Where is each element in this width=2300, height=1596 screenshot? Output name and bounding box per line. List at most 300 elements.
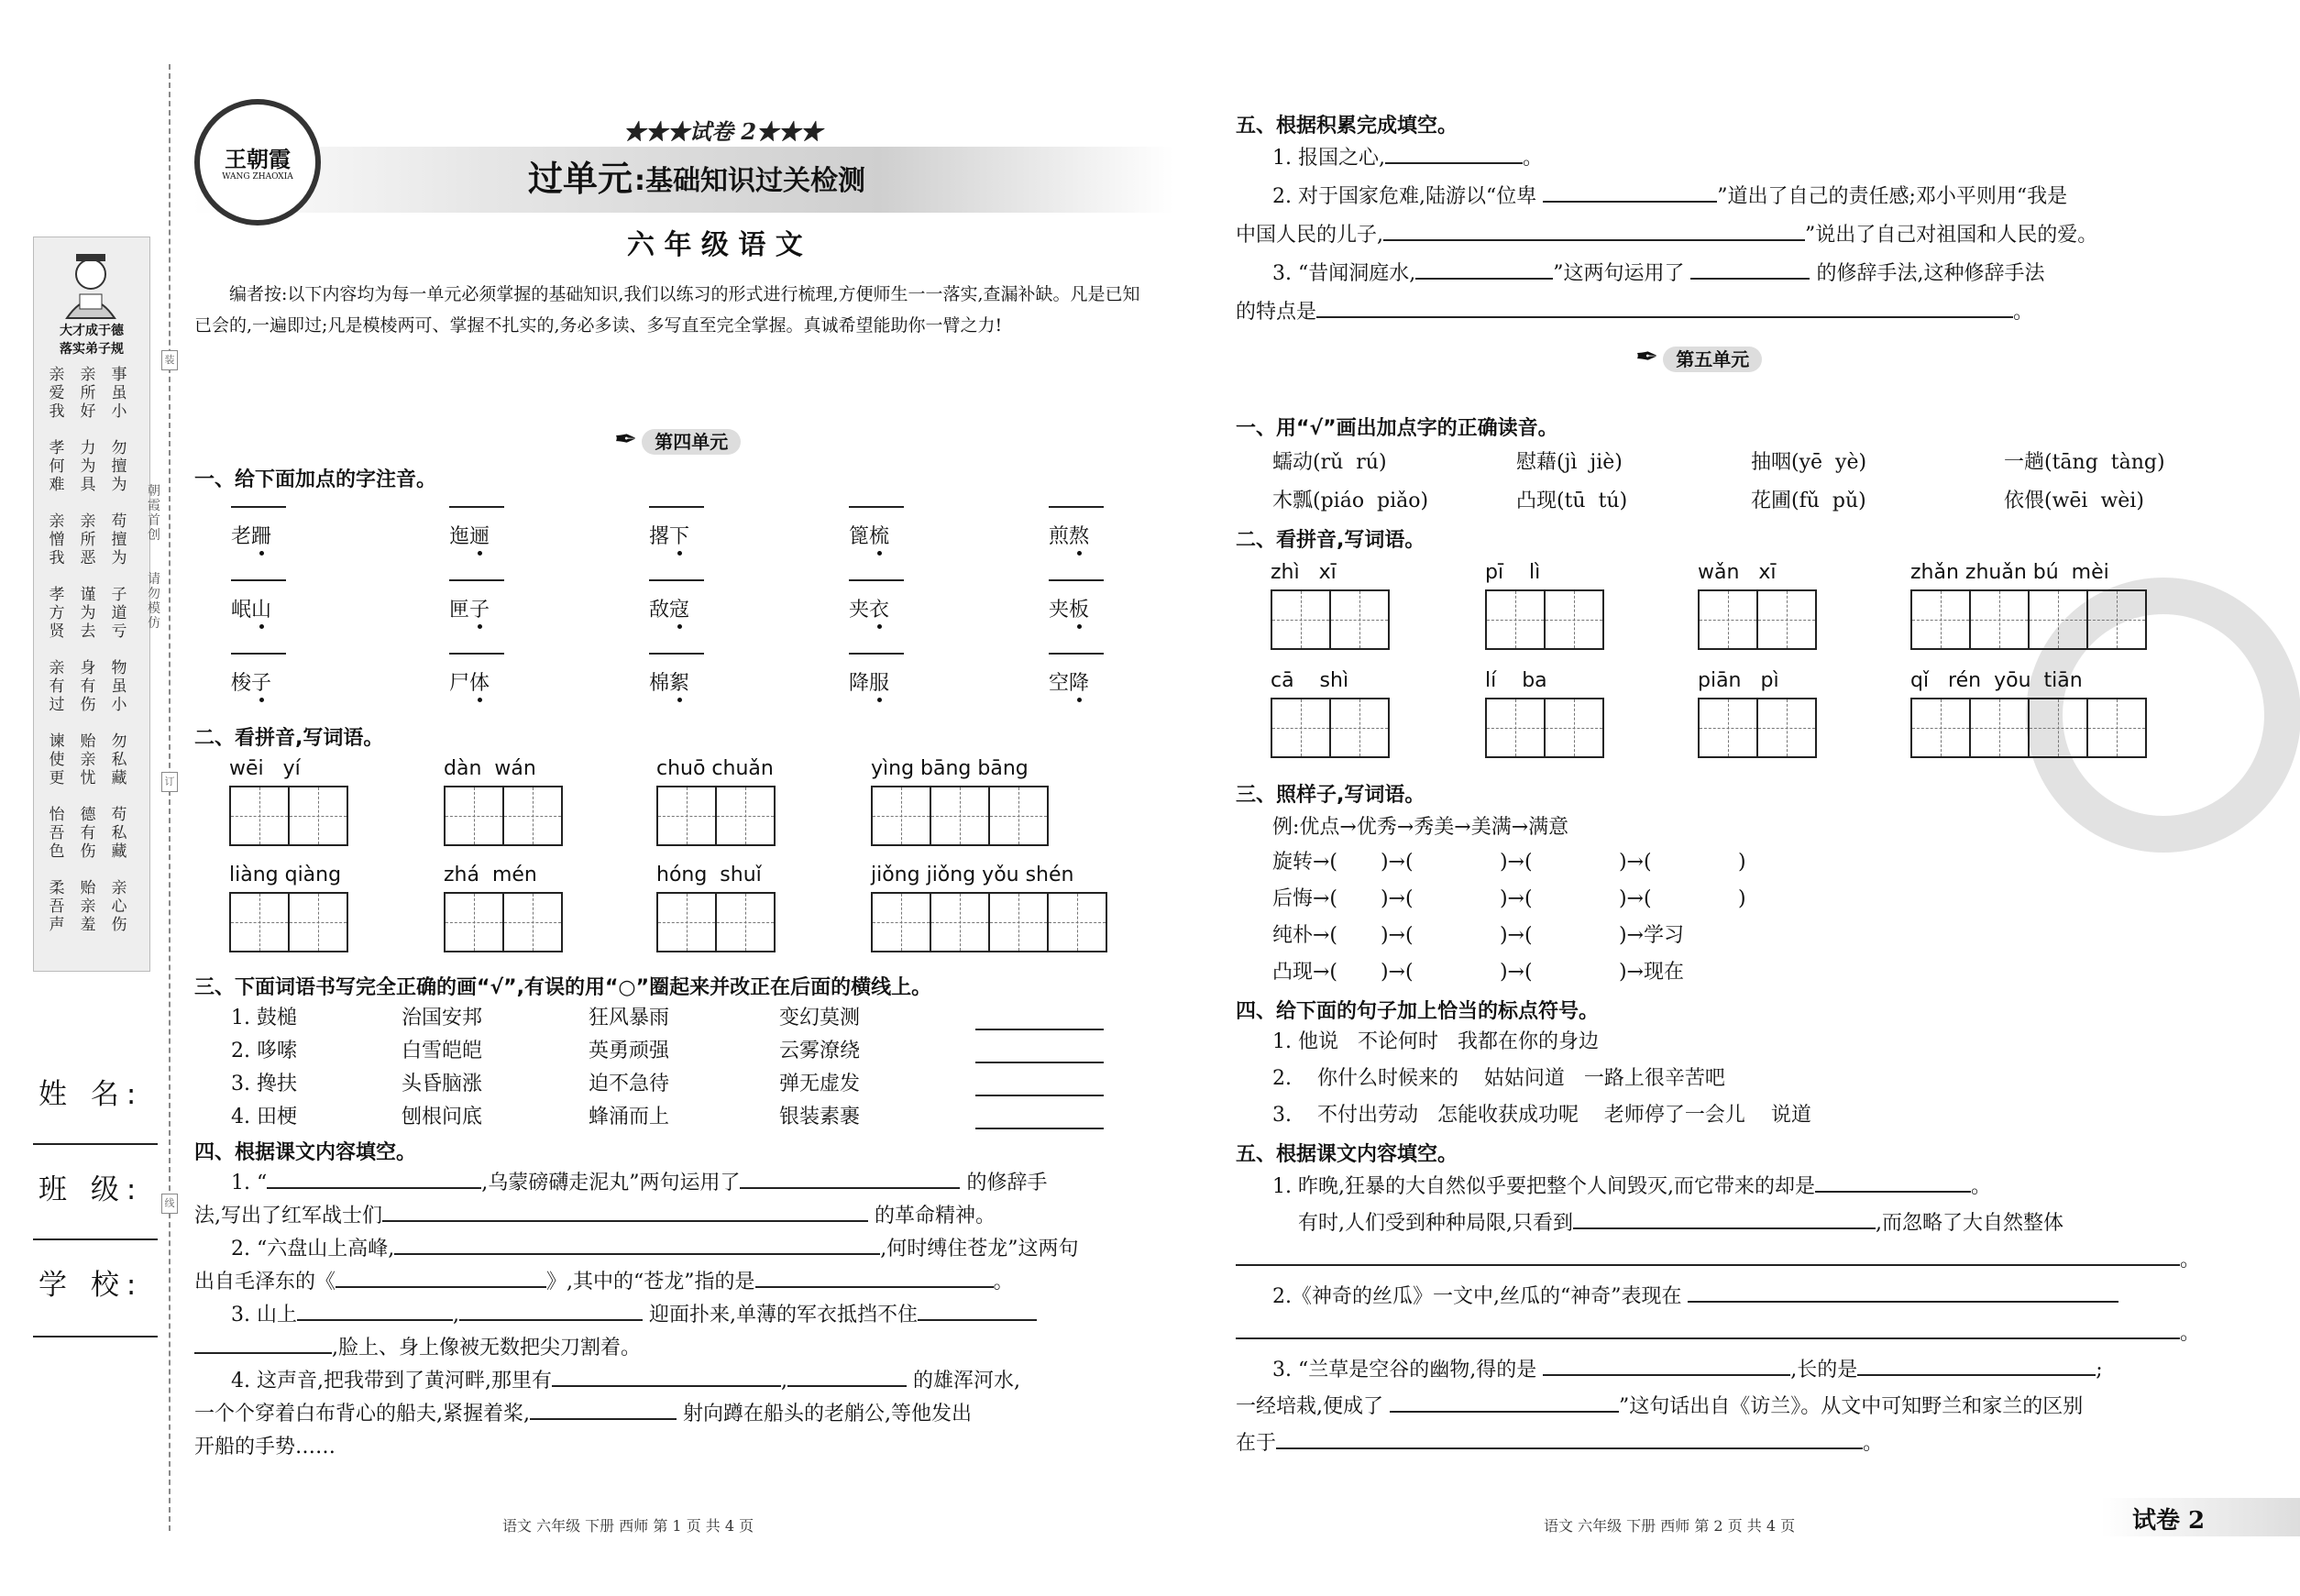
chain-segment[interactable]: ) [1712,887,1746,910]
word-char: 岷 [231,599,252,622]
motto-column: 苟擅为 [111,512,127,567]
writing-cell[interactable] [873,894,931,951]
u4-q1-words [231,506,1148,717]
writing-cell[interactable] [290,787,348,844]
writing-cell[interactable] [2088,591,2147,648]
blank[interactable] [459,1318,643,1321]
writing-cell[interactable] [1331,699,1390,756]
pinyin-label: zhì xī [1271,561,1337,584]
dotted-word [849,506,904,549]
u4-q4-l4a: 出自毛泽东的《 [194,1271,336,1293]
motto-column: 怡吾色 [49,806,65,861]
footer-badge: 试卷 2 [2132,1507,2206,1535]
word-char: 熬 [1069,525,1090,548]
word-char: 子 [469,599,490,622]
chain-segment[interactable]: )→( [1474,887,1533,910]
word-char: 子 [251,672,272,695]
writing-grid [444,892,563,952]
word-grid-group [444,757,563,846]
motto-column: 力为具 [80,439,96,494]
pinyin-label: zhá mén [444,864,537,886]
pinyin-blank[interactable] [449,579,504,581]
pinyin-label: hóng shuǐ [656,864,762,886]
u4-q4-title: 四、根据课文内容填空。 [194,1141,417,1164]
u5-q5-l3b: 。 [2180,1249,2201,1271]
chain-segment[interactable]: )→( [1355,887,1414,910]
u4-q4-l6a: ,脸上、身上像被无数把尖刀割着。 [332,1337,641,1359]
motto-column: 亲爱我 [49,366,65,421]
blank[interactable] [755,1285,994,1288]
word-char: 衣 [869,599,890,622]
word-char: 棉 [649,672,670,695]
motto-column: 勿擅为 [111,439,127,494]
motto-column: 贻亲羞 [80,879,96,934]
u5-q4-title: 四、给下面的句子加上恰当的标点符号。 [1236,1000,1600,1023]
blank[interactable] [1688,1300,2118,1303]
pinyin-blank[interactable] [849,506,904,508]
writing-cell[interactable] [1487,699,1546,756]
chain-segment[interactable]: )→学习 [1593,924,1684,947]
writing-cell[interactable] [1912,699,1971,756]
u5-q5-l1b: 。 [1970,1175,1991,1198]
dotted-word [649,506,704,549]
motto-column: 贻亲忧 [80,732,96,787]
pinyin-label: dàn wán [444,757,536,780]
brush-icon: ✒ [614,424,638,456]
word-char: 下 [669,525,690,548]
pinyin-blank[interactable] [1049,653,1104,655]
pinyin-blank[interactable] [1049,506,1104,508]
u4-q4-l7c: 的雄浑河水, [912,1370,1020,1392]
unit4-tag [614,424,741,456]
word-char: 夹 [849,599,870,622]
chain-segment: 纯朴→( [1272,924,1338,947]
u4-q1-title: 一、给下面加点的字注音。 [194,468,437,491]
dotted-word [449,653,504,696]
writing-grid [1485,698,1604,758]
motto-column: 孝何难 [49,439,65,494]
u4-q4-l5c: 迎面扑来,单薄的军衣抵挡不住 [648,1304,918,1326]
motto-column: 谨为去 [80,586,96,641]
word-item: 狂风暴雨 [589,1007,670,1029]
writing-grid [656,786,776,846]
blank[interactable] [194,1351,332,1354]
writing-cell[interactable] [1331,591,1390,648]
motto-column: 物虽小 [111,659,127,714]
writing-cell[interactable] [931,894,990,951]
u4-q4-l8a: 一个个穿着白布背心的船夫,紧握着桨, [194,1403,530,1425]
writing-grid [229,892,348,952]
pinyin-blank[interactable] [449,506,504,508]
writing-grid [1271,589,1390,650]
word-char: 匣 [449,599,470,622]
dotted-word [1049,653,1104,696]
writing-cell[interactable] [1912,591,1971,648]
writing-grid [229,786,348,846]
scholar-illustration [54,247,127,320]
word-char: 降 [1069,672,1090,695]
writing-cell[interactable] [1049,894,1107,951]
pinyin-blank[interactable] [1049,579,1104,581]
blank[interactable] [552,1384,781,1387]
writing-cell[interactable] [658,894,717,951]
motto-column: 德有伤 [80,806,96,861]
correction-blank[interactable] [975,1029,1104,1030]
reading-choice[interactable]: 木瓢(piáo piǎo) [1272,490,1429,512]
punctuation-sentence[interactable]: 2. 你什么时候来的 姑姑问道 一路上很辛苦吧 [1272,1067,1725,1090]
blank[interactable] [1415,277,1553,280]
word-char: 敌 [649,599,670,622]
u5-q5-l5b: 。 [2180,1322,2201,1345]
writing-cell[interactable] [990,787,1049,844]
word-grid-group [1910,669,2147,758]
unit4-label: 第四单元 [642,429,741,455]
word-char: 絮 [669,672,690,695]
u4-q4-l5b: , [452,1304,459,1326]
motto-column: 苟私藏 [111,806,127,861]
writing-cell[interactable] [1272,591,1331,648]
writing-grid [1271,698,1390,758]
reading-choice[interactable]: 凸现(tū tú) [1516,490,1628,512]
dotted-word [1049,579,1104,622]
rt-l1a: 1. 报国之心, [1272,147,1385,170]
rt-l4b: ”这两句运用了 [1553,262,1685,285]
writing-grid [1698,589,1817,650]
word-grid-group [1485,669,1604,758]
chain-segment: 凸现→( [1272,961,1338,984]
u4-q4-l4c: 。 [993,1271,1014,1293]
motto-column: 事虽小 [111,366,127,421]
writing-grid [656,892,776,952]
dotted-word [649,653,704,696]
name-field[interactable] [33,1142,158,1145]
motto-column: 柔吾声 [49,879,65,934]
word-grid-group [656,864,776,952]
blank[interactable] [1857,1373,2096,1376]
reading-choice[interactable]: 花圃(fǔ pǔ) [1751,490,1866,512]
pinyin-blank[interactable] [231,579,286,581]
chain-segment[interactable]: )→( [1474,851,1533,874]
word-item: 白雪皑皑 [402,1040,483,1062]
word-item: 1. 鼓槌 [231,1007,297,1029]
u4-q4-l7a: 4. 这声音,把我带到了黄河畔,那里有 [231,1370,552,1392]
chain-segment[interactable]: )→( [1355,961,1414,984]
rt-l5b: 。 [2013,301,2034,324]
rt-l3b: ”说出了自己对祖国和人民的爱。 [1805,224,2098,247]
word-char: 山 [251,599,272,622]
dotted-word [449,579,504,622]
subject: 六 年 级 语 文 [627,229,803,261]
writing-cell[interactable] [2088,699,2147,756]
title-sub: :基础知识过关检测 [634,165,865,197]
chain-segment[interactable]: )→现在 [1593,961,1684,984]
blank[interactable] [1573,1227,1876,1229]
rt-l2a: 2. 对于国家危难,陆游以“位卑 [1272,185,1537,208]
logo-text: 王朝霞 [225,146,291,172]
name-label: 姓 名: [39,1078,144,1111]
class-field[interactable] [33,1238,158,1240]
rt-l2b: ”道出了自己的责任感;邓小平则用“我是 [1717,185,2068,208]
blank[interactable] [1390,1410,1619,1413]
writing-cell[interactable] [717,894,776,951]
school-field[interactable] [33,1335,158,1337]
chain-segment[interactable]: )→( [1474,924,1533,947]
blank[interactable] [297,1318,453,1321]
writing-grid [1698,698,1817,758]
writing-cell[interactable] [1272,699,1331,756]
u5-q2-grids [1271,561,2187,781]
word-item: 银装素裹 [779,1106,861,1128]
u5-q3-chains [1272,849,1914,996]
word-grid-group [871,757,1049,846]
u4-q4-l1b: ,乌蒙磅礴走泥丸”两句运用了 [481,1172,741,1194]
rt-l1b: 。 [1522,147,1543,170]
pinyin-label: liàng qiàng [229,864,342,886]
u4-q4-l9a: 开船的手势…… [194,1436,336,1458]
u5-q5-l7a: 一经培栽,便成了 [1236,1395,1383,1418]
u5-q5-title: 五、根据课文内容填空。 [1236,1143,1458,1166]
word-char: 寇 [669,599,690,622]
word-grid-group [1271,561,1390,650]
word-char: 煎 [1049,525,1070,548]
rt-l3a: 中国人民的儿子, [1236,224,1383,247]
word-item: 云雾潦绕 [779,1040,861,1062]
word-char: 降 [849,672,870,695]
motto-column: 谏使更 [49,732,65,787]
motto-column: 亲心伤 [111,879,127,934]
blank[interactable] [1316,315,2013,318]
u4-q4-l5a: 3. 山上 [231,1304,297,1326]
word-item: 蜂涌而上 [589,1106,670,1128]
blank[interactable] [1543,1373,1790,1376]
writing-cell[interactable] [2030,699,2088,756]
u4-q3-title: 三、下面词语书写完全正确的画“√”,有误的用“○”圈起来并改正在后面的横线上。 [194,976,932,999]
u5-q5-l4a: 2.《神奇的丝瓜》一文中,丝瓜的“神奇”表现在 [1272,1285,1682,1308]
word-grid-group [871,864,1107,952]
side-vertical-1: 朝霞首创 [148,484,160,543]
writing-cell[interactable] [717,787,776,844]
writing-cell[interactable] [504,787,563,844]
u5-q5-l1a: 1. 昨晚,狂暴的大自然似乎要把整个人间毁灭,而它带来的却是 [1272,1175,1815,1198]
word-grid-group [1271,669,1390,758]
pinyin-label: lí ba [1485,669,1547,692]
logo-sub: WANG ZHAOXIA [222,172,293,182]
writing-cell[interactable] [290,894,348,951]
word-char: 尸 [449,672,470,695]
word-char: 迤 [449,525,470,548]
u4-q4-l7b: , [780,1370,787,1392]
word-char: 夹 [1049,599,1070,622]
punctuation-sentence[interactable]: 1. 他说 不论何时 我都在你的身边 [1272,1030,1599,1053]
word-item: 3. 搀扶 [231,1073,297,1095]
u4-q4-l2a: 法,写出了红军战士们 [194,1205,382,1227]
writing-cell[interactable] [1700,699,1758,756]
reading-choice[interactable]: 依偎(wēi wèi) [2004,490,2144,512]
writing-cell[interactable] [446,894,504,951]
writing-cell[interactable] [1546,699,1604,756]
u5-q5-l6b: ,长的是 [1790,1359,1858,1381]
writing-grid [1910,698,2147,758]
word-grid-group [444,864,563,952]
writing-cell[interactable] [1758,699,1817,756]
correction-blank[interactable] [975,1062,1104,1063]
u5-q3-title: 三、照样子,写词语。 [1236,784,1425,807]
blank[interactable] [267,1186,481,1189]
word-item: 变幻莫测 [779,1007,861,1029]
dotted-word [449,506,504,549]
blank[interactable] [918,1318,1037,1321]
word-char: 体 [469,672,490,695]
dotted-word [849,579,904,622]
u5-q5-l6a: 3. “兰草是空谷的幽物,得的是 [1272,1359,1537,1381]
pinyin-blank[interactable] [649,506,704,508]
blank[interactable] [394,1252,880,1255]
word-grid-group [1698,561,1817,650]
u5-q1-items [1272,449,2189,523]
dotted-word [231,653,286,696]
dotted-word [849,653,904,696]
blank[interactable] [787,1384,907,1387]
school-label: 学 校: [39,1269,144,1302]
u5-q5-l2b: ,而忽略了大自然整体 [1876,1212,2063,1235]
pinyin-label: jiǒng jiǒng yǒu shén [871,864,1074,886]
u4-q2-grids [229,757,1146,968]
motto-column: 勿私藏 [111,732,127,787]
writing-cell[interactable] [446,787,504,844]
pinyin-label: piān pì [1698,669,1779,692]
punctuation-sentence[interactable]: 3. 不付出劳动 怎能收获成功呢 老师停了一会儿 说道 [1272,1104,1811,1127]
u4-q4-l3a: 2. “六盘山上高峰, [231,1238,395,1260]
word-grid-group [656,757,776,846]
u4-q4-l1c: 的修辞手 [966,1172,1048,1194]
u5-q5-l8a: 在于 [1236,1432,1277,1455]
blank[interactable] [1236,1337,2180,1339]
writing-cell[interactable] [231,787,290,844]
writing-cell[interactable] [1971,699,2030,756]
reading-choice[interactable]: 一趟(tāng tàng) [2004,451,2165,474]
word-char: 逦 [469,525,490,548]
u4-q4-l4b: 》,其中的“苍龙”指的是 [546,1271,755,1293]
writing-cell[interactable] [873,787,931,844]
writing-cell[interactable] [931,787,990,844]
writing-cell[interactable] [504,894,563,951]
word-item: 英勇顽强 [589,1040,670,1062]
writing-cell[interactable] [1971,591,2030,648]
blank[interactable] [530,1417,677,1420]
writing-cell[interactable] [231,894,290,951]
pinyin-blank[interactable] [649,653,704,655]
writing-cell[interactable] [1487,591,1546,648]
blank[interactable] [1236,1263,2180,1266]
class-label: 班 级: [39,1173,144,1206]
chain-segment[interactable]: )→( [1593,851,1652,874]
pinyin-blank[interactable] [231,653,286,655]
reading-choice[interactable]: 蠕动(rǔ rú) [1272,451,1387,474]
correction-blank[interactable] [975,1095,1104,1096]
pinyin-label: wǎn xī [1698,561,1777,584]
chain-segment: 旋转→( [1272,851,1338,874]
word-char: 梭 [231,672,252,695]
writing-cell[interactable] [1546,591,1604,648]
rt-l4c: 的修辞手法,这种修辞手法 [1816,262,2045,285]
blank[interactable] [740,1186,960,1189]
pinyin-blank[interactable] [649,579,704,581]
writing-grid [871,892,1107,952]
chain-segment[interactable]: )→( [1474,961,1533,984]
word-item: 弹无虚发 [779,1073,861,1095]
u5-q3-example: 例:优点→优秀→秀美→美满→满意 [1272,816,1569,839]
word-item: 头昏脑涨 [402,1073,483,1095]
pinyin-label: chuō chuǎn [656,757,774,780]
pinyin-blank[interactable] [849,653,904,655]
pinyin-label: wēi yí [229,757,301,780]
pinyin-label: qǐ rén yōu tiān [1910,669,2083,692]
writing-cell[interactable] [990,894,1049,951]
u4-q4-l8b: 射向蹲在船头的老艄公,等他发出 [683,1403,972,1425]
pinyin-label: yìng bāng bāng [871,757,1029,780]
writing-cell[interactable] [1758,591,1817,648]
writing-grid [1910,589,2147,650]
dotted-word [1049,506,1104,549]
u5-q5-l8b: 。 [1863,1432,1884,1455]
unit5-label: 第五单元 [1663,347,1762,372]
chain-segment[interactable]: )→( [1355,851,1414,874]
motto-line-1: 大才成于德 [60,324,124,338]
word-grid-group [229,757,348,846]
u4-q4-l3b: ,何时缚住苍龙”这两句 [880,1238,1079,1260]
rt-l5a: 的特点是 [1236,301,1317,324]
pinyin-blank[interactable] [231,506,286,508]
blank[interactable] [1543,200,1717,203]
u4-q4-l2b: 的革命精神。 [875,1205,996,1227]
word-char: 跚 [251,525,272,548]
u5-q1-title: 一、用“√”画出加点字的正确读音。 [1236,417,1558,440]
writing-grid [1485,589,1604,650]
word-char: 梳 [869,525,890,548]
footer-right: 语文 六年级 下册 西师 第 2 页 共 4 页 [1544,1517,1796,1535]
pinyin-label: pī lì [1485,561,1541,584]
writing-cell[interactable] [658,787,717,844]
motto-panel [33,237,150,972]
word-grid-group [1910,561,2147,650]
pinyin-label: cā shì [1271,669,1349,692]
chain-segment: 后悔→( [1272,887,1338,910]
blank[interactable] [382,1219,868,1222]
motto-column: 亲憎我 [49,512,65,567]
blank[interactable] [1383,238,1805,241]
motto-column: 身有伤 [80,659,96,714]
blank[interactable] [1276,1447,1863,1449]
blank[interactable] [1690,277,1810,280]
word-grid-group [229,864,348,952]
pinyin-blank[interactable] [449,653,504,655]
writing-cell[interactable] [1700,591,1758,648]
pinyin-blank[interactable] [849,579,904,581]
writing-cell[interactable] [2030,591,2088,648]
correction-blank[interactable] [975,1128,1104,1129]
blank[interactable] [336,1285,546,1288]
blank[interactable] [1815,1190,1971,1193]
paper-number: ★★★试卷 2★★★ [623,118,823,145]
chain-segment[interactable]: )→( [1355,924,1414,947]
reading-choice[interactable]: 抽咽(yē yè) [1751,451,1867,474]
blank[interactable] [1385,161,1523,164]
word-item: 4. 田梗 [231,1106,297,1128]
reading-choice[interactable]: 慰藉(jì jiè) [1516,451,1623,474]
writing-grid [444,786,563,846]
chain-segment[interactable]: ) [1712,851,1746,874]
chain-segment[interactable]: )→( [1593,887,1652,910]
